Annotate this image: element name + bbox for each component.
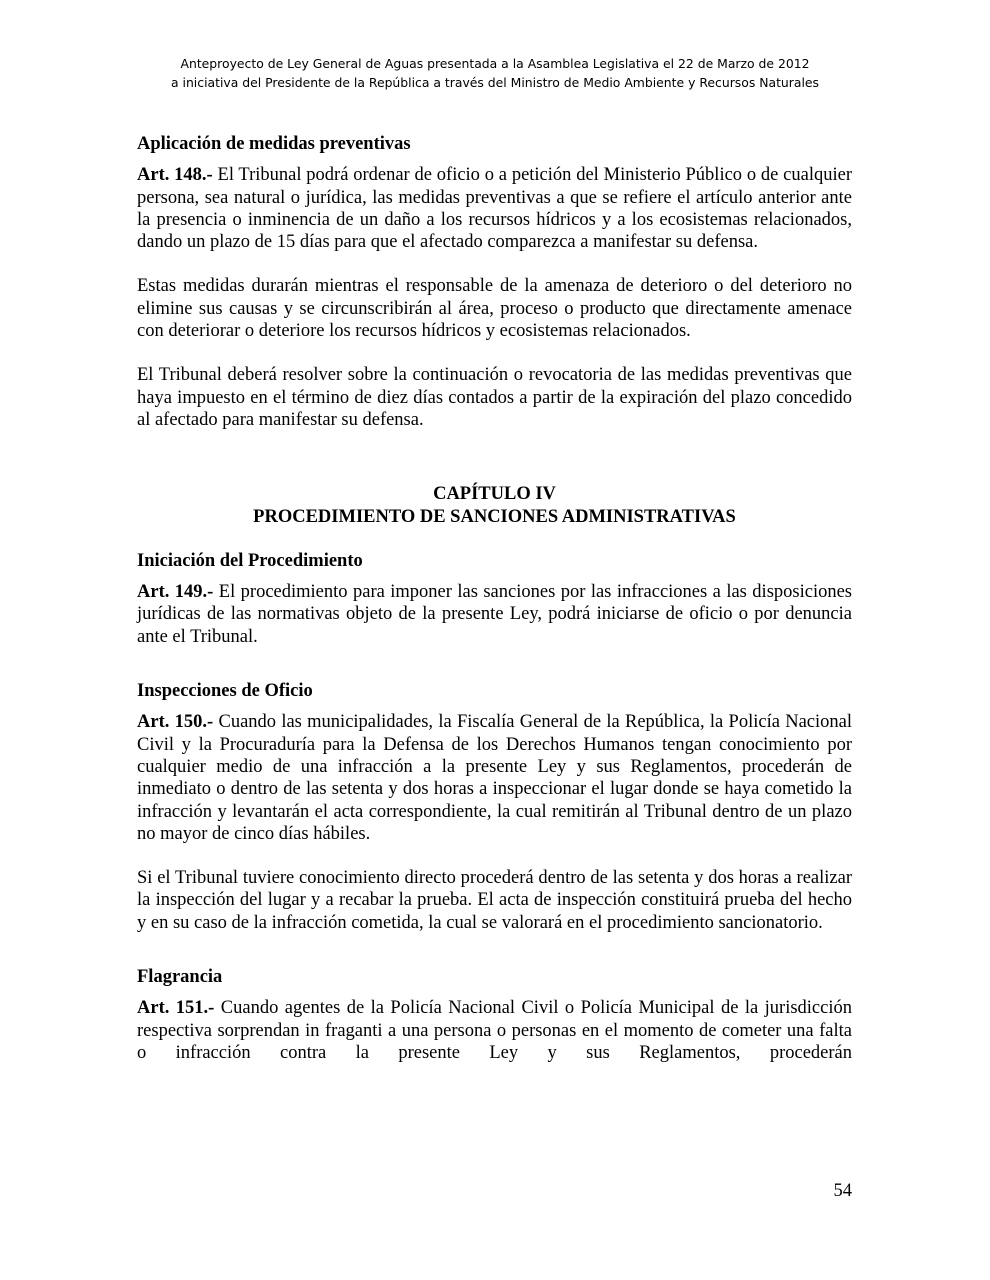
header-line-1: Anteproyecto de Ley General de Aguas presentada a la Asamblea Legislativa el 22 de Marzo de 2012 <box>180 56 810 71</box>
article-label-149: Art. 149.- <box>137 582 214 603</box>
page-header <box>0 54 990 92</box>
section-title-150: Inspecciones de Oficio <box>137 681 313 702</box>
header-line-2: a iniciativa del Presidente de la República a través del Ministro de Medio Ambiente y Recursos Naturales <box>170 75 819 90</box>
chapter-number: CAPÍTULO IV <box>433 484 556 505</box>
article-151-paragraph-1 <box>137 997 852 1064</box>
section-title-149: Iniciación del Procedimiento <box>137 550 363 571</box>
article-148-text-1: El Tribunal podrá ordenar de oficio o a petición del Ministerio Público o de cualquier persona, sea natural o jurídica, las medidas preventivas a que se refiere el artículo anterior ante la presencia o inminencia de un daño a los recursos hídricos y a los ecosistemas relacionados, dando un plazo de 15 días para que el afectado comparezca a manifestar su defensa. <box>137 165 852 253</box>
article-150-paragraph-2: Si el Tribunal tuviere conocimiento directo procederá dentro de las setenta y dos horas a realizar la inspección del lugar y a recabar la prueba. El acta de inspección constituirá prueba del hecho y en su caso de la infracción cometida, la cual se valorará en el procedimiento sancionatorio. <box>137 868 852 933</box>
article-label-150: Art. 150.- <box>137 712 214 733</box>
article-label-148: Art. 148.- <box>137 165 213 186</box>
article-149-paragraph-1 <box>137 581 852 648</box>
article-151-text-1: Cuando agentes de la Policía Nacional Civil o Policía Municipal de la jurisdicción respectiva sorprendan in fraganti a una persona o personas en el momento de cometer una falta o infracción contra la presente Ley y sus Reglamentos, procederán <box>137 998 852 1063</box>
article-150-paragraph-1 <box>137 711 852 845</box>
article-150-text-1: Cuando las municipalidades, la Fiscalía General de la República, la Policía Nacional Civil y la Procuraduría para la Defensa de los Derechos Humanos tengan conocimiento por cualquier medio de una infracción a la presente Ley y sus Reglamentos, procederán de inmediato o dentro de las setenta y dos horas a inspeccionar el lugar donde se haya cometido la infracción y levantarán el acta correspondiente, la cual remitirán al Tribunal dentro de un plazo no mayor de cinco días hábiles. <box>137 712 852 844</box>
article-148-paragraph-2: Estas medidas durarán mientras el responsable de la amenaza de deterioro o del deterioro no elimine sus causas y se circunscribirán al área, proceso o producto que directamente amenace con deteriorar o deteriore los recursos hídricos y ecosistemas relacionados. <box>137 276 852 342</box>
article-149-text-1: El procedimiento para imponer las sanciones por las infracciones a las disposiciones jurídicas de las normativas objeto de la presente Ley, podrá iniciarse de oficio o por denuncia ante el Tribunal. <box>137 582 852 647</box>
page-number: 54 <box>833 1181 852 1201</box>
document-body <box>137 133 852 1064</box>
article-148-paragraph-1 <box>137 164 852 253</box>
article-label-151: Art. 151.- <box>137 998 215 1019</box>
section-title-148: Aplicación de medidas preventivas <box>137 134 411 154</box>
chapter-title: PROCEDIMIENTO DE SANCIONES ADMINISTRATIVAS <box>253 506 736 527</box>
section-title-151: Flagrancia <box>137 967 223 988</box>
article-148-paragraph-3: El Tribunal deberá resolver sobre la continuación o revocatoria de las medidas preventivas que haya impuesto en el término de diez días contados a partir de la expiración del plazo concedido al afectado para manifestar su defensa. <box>137 365 852 430</box>
